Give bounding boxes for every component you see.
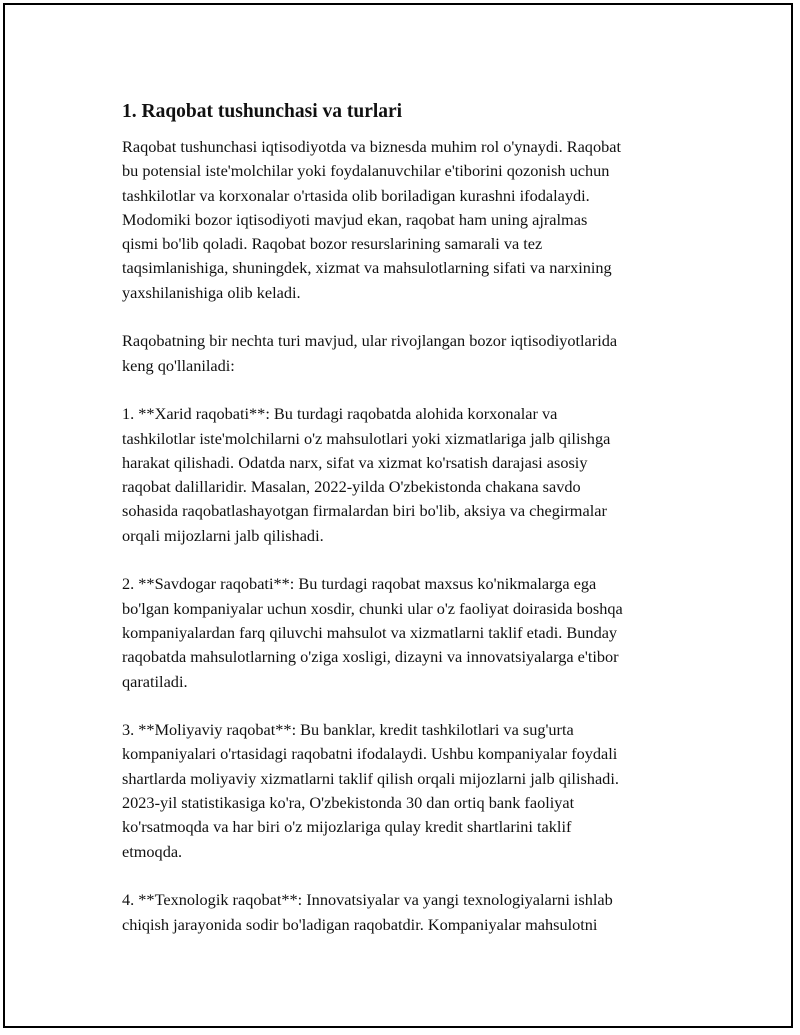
text-line: kompaniyalardan farq qiluvchi mahsulot va xizmatlarni taklif etadi. Bunday bbox=[122, 622, 618, 642]
text-line: raqobat dalillaridir. Masalan, 2022-yilda O'zbekistonda chakana savdo bbox=[122, 477, 581, 497]
text-line: 2. **Savdogar raqobati**: Bu turdagi raqobat maxsus ko'nikmalarga ega bbox=[122, 574, 597, 594]
text-line: tashkilotlar va korxonalar o'rtasida olib boriladigan kurashni ifodalaydi. bbox=[122, 185, 590, 205]
list-item-purchase-competition bbox=[122, 402, 702, 548]
section-heading: 1. Raqobat tushunchasi va turlari bbox=[122, 101, 403, 122]
text-line: harakat qilishadi. Odatda narx, sifat va xizmat ko'rsatish darajasi asosiy bbox=[122, 452, 588, 472]
text-line: Raqobatning bir nechta turi mavjud, ular rivojlangan bozor iqtisodiyotlarida bbox=[122, 331, 618, 351]
text-line: qaratiladi. bbox=[122, 671, 188, 691]
paragraph-types-intro bbox=[122, 329, 702, 378]
text-line: raqobatda mahsulotlarning o'ziga xosligi, dizayni va innovatsiyalarga e'tibor bbox=[122, 647, 619, 667]
list-item-technological-competition bbox=[122, 888, 702, 937]
page-frame bbox=[3, 3, 793, 1028]
text-line: tashkilotlar iste'molchilarni o'z mahsulotlari yoki xizmatlariga jalb qilishga bbox=[122, 428, 611, 448]
text-line: chiqish jarayonida sodir bo'ladigan raqobatdir. Kompaniyalar mahsulotni bbox=[122, 914, 598, 934]
document-body bbox=[122, 99, 702, 961]
text-line: yaxshilanishiga olib keladi. bbox=[122, 282, 301, 302]
text-line: Raqobat tushunchasi iqtisodiyotda va biznesda muhim rol o'ynaydi. Raqobat bbox=[122, 137, 621, 156]
text-line: 1. **Xarid raqobati**: Bu turdagi raqobatda alohida korxonalar va bbox=[122, 404, 558, 424]
text-line: 2023-yil statistikasiga ko'ra, O'zbekistonda 30 dan ortiq bank faoliyat bbox=[122, 793, 575, 813]
text-line: 3. **Moliyaviy raqobat**: Bu banklar, kredit tashkilotlari va sug'urta bbox=[122, 720, 574, 740]
text-line: keng qo'llaniladi: bbox=[122, 355, 235, 375]
text-line: qismi bo'lib qoladi. Raqobat bozor resurslarining samarali va tez bbox=[122, 234, 543, 254]
text-line: ko'rsatmoqda va har biri o'z mijozlariga qulay kredit shartlarini taklif bbox=[122, 817, 572, 837]
text-line: 4. **Texnologik raqobat**: Innovatsiyalar va yangi texnologiyalarni ishlab bbox=[122, 890, 613, 910]
paragraph-intro bbox=[122, 135, 702, 305]
text-line: sohasida raqobatlashayotgan firmalardan biri bo'lib, aksiya va chegirmalar bbox=[122, 501, 607, 521]
text-line: shartlarda moliyaviy xizmatlarni taklif qilish orqali mijozlarni jalb qilishadi. bbox=[122, 768, 619, 788]
list-item-financial-competition bbox=[122, 718, 702, 864]
text-line: etmoqda. bbox=[122, 841, 183, 861]
text-line: orqali mijozlarni jalb qilishadi. bbox=[122, 525, 324, 545]
text-line: taqsimlanishiga, shuningdek, xizmat va mahsulotlarning sifati va narxining bbox=[122, 258, 612, 278]
text-line: bu potensial iste'molchilar yoki foydalanuvchilar e'tiborini qozonish uchun bbox=[122, 161, 610, 181]
text-line: Modomiki bozor iqtisodiyoti mavjud ekan, raqobat ham uning ajralmas bbox=[122, 209, 588, 229]
list-item-merchant-competition bbox=[122, 572, 702, 693]
text-line: bo'lgan kompaniyalar uchun xosdir, chunki ular o'z faoliyat doirasida boshqa bbox=[122, 598, 623, 618]
text-line: kompaniyalari o'rtasidagi raqobatni ifodalaydi. Ushbu kompaniyalar foydali bbox=[122, 744, 618, 764]
